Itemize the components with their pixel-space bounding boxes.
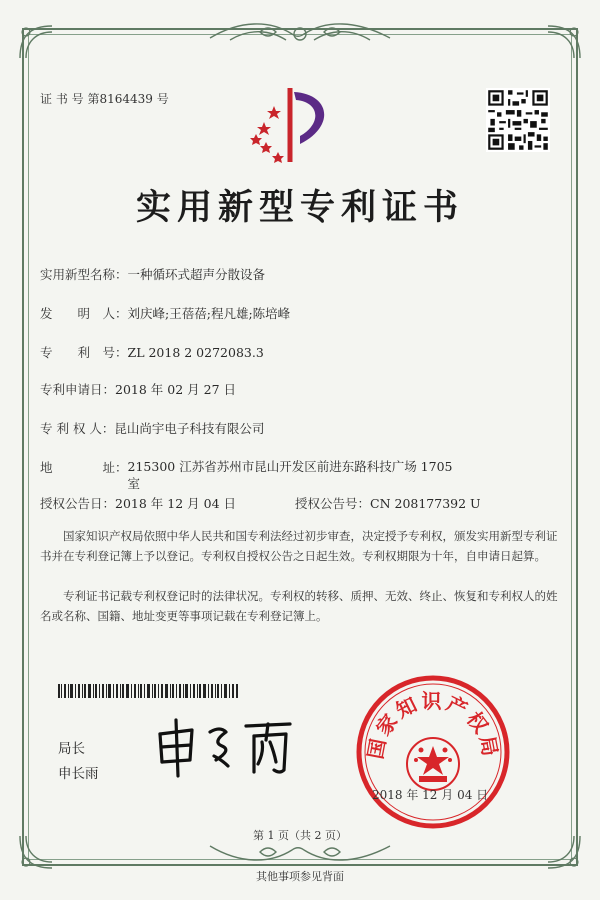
field-label: 专 利 号： — [40, 345, 128, 360]
page-number: 第 1 页（共 2 页） — [253, 829, 347, 842]
address-line-1: 215300 江苏省苏州市昆山开发区前进东路科技广场 1705 — [127, 459, 453, 474]
barcode-icon — [58, 684, 238, 698]
field-value — [128, 458, 453, 492]
field-announcement-number — [295, 494, 481, 512]
corner-ornament-icon — [544, 22, 584, 62]
field-label: 专利申请日： — [40, 382, 116, 397]
certificate-title: 实用新型专利证书 — [135, 187, 464, 228]
field-value: 昆山尚宇电子科技有限公司 — [114, 421, 265, 436]
official-seal-icon — [353, 672, 513, 832]
field-value: 刘庆峰;王蓓蓓;程凡雄;陈培峰 — [127, 306, 291, 321]
field-value: 2018 年 02 月 27 日 — [115, 382, 237, 397]
field-announcement-date — [40, 494, 236, 512]
field-inventors — [40, 304, 290, 322]
field-utility-model-name — [40, 265, 265, 283]
field-value: 2018 年 12 月 04 日 — [115, 496, 237, 511]
field-value: 一种循环式超声分散设备 — [127, 267, 266, 282]
director-title: 局长 — [58, 741, 85, 757]
address-line-2: 室 — [127, 476, 141, 491]
field-application-date — [40, 380, 236, 398]
legal-status-paragraph: 专利证书记载专利权登记时的法律状况。专利权的转移、质押、无效、终止、恢复和专利权人的姓名或名称、国籍、地址变更等事项记载在专利登记簿上。 — [40, 589, 558, 623]
field-label: 授权公告号： — [295, 496, 371, 511]
field-patentee — [40, 419, 264, 437]
top-ornament-icon — [200, 18, 400, 52]
field-label: 发 明 人： — [40, 306, 128, 321]
qr-code-icon — [486, 88, 550, 152]
field-patent-number — [40, 343, 264, 361]
certificate-number: 证 书 号 第8164439 号 — [40, 92, 169, 106]
handwritten-signature-icon — [150, 712, 300, 782]
field-label: 地 址： — [40, 460, 128, 475]
corner-ornament-icon — [16, 22, 56, 62]
field-label: 授权公告日： — [40, 496, 116, 511]
svg-text:国家知识产权局: 国家知识产权局 — [363, 689, 503, 761]
field-label: 专 利 权 人： — [40, 421, 115, 436]
field-label: 实用新型名称： — [40, 267, 128, 282]
patent-office-logo-icon — [244, 82, 340, 168]
seal-date: 2018 年 12 月 04 日 — [372, 788, 489, 802]
field-value: CN 208177392 U — [370, 496, 481, 511]
grant-statement-paragraph: 国家知识产权局依照中华人民共和国专利法经过初步审查，决定授予专利权，颁发实用新型专利证书并在专利登记簿上予以登记。专利权自授权公告之日起生效。专利权期限为十年，自申请日起算。 — [40, 529, 558, 563]
field-value: ZL 2018 2 0272083.3 — [127, 345, 264, 360]
director-name: 申长雨 — [58, 766, 99, 782]
footer-note: 其他事项参见背面 — [256, 870, 344, 883]
field-address — [40, 458, 453, 492]
